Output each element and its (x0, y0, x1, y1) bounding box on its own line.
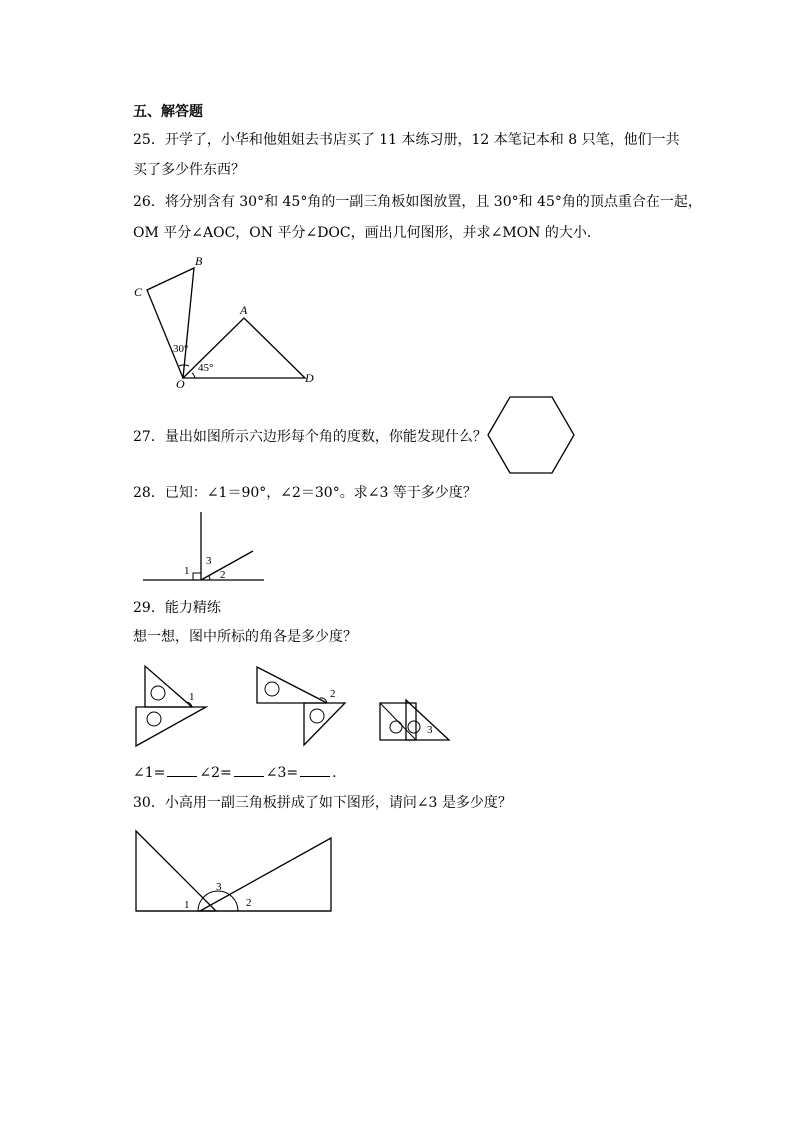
q29-label-2: 2 (330, 688, 336, 700)
q29-label-1: 1 (189, 691, 195, 703)
q25-line1: 25．开学了，小华和他姐姐去书店买了 11 本练习册，12 本笔记本和 8 只笔，他们一共 (133, 132, 680, 148)
q29-answer-1-label: ∠1= (133, 765, 166, 781)
q30-label-1: 1 (184, 899, 190, 911)
q26-angle-30: 30° (173, 343, 189, 355)
q26-label-a: A (240, 303, 248, 317)
q26-label-b: B (195, 254, 203, 268)
q29-answer-3-label: ∠3= (265, 765, 299, 781)
q30-label-3: 3 (216, 881, 222, 893)
q27-text: 27．量出如图所示六边形每个角的度数，你能发现什么？ (133, 429, 487, 445)
q26-label-c: C (134, 285, 143, 299)
q30-text: 30．小高用一副三角板拼成了如下图形，请问∠3 是多少度？ (133, 795, 512, 811)
q28-label-1: 1 (184, 565, 190, 577)
q26-angle-45: 45° (198, 362, 214, 374)
q29-label-3: 3 (427, 724, 433, 736)
q29-answer-end: . (332, 765, 337, 781)
q29-answer-2-label: ∠2= (199, 765, 232, 781)
q29-prompt: 想一想，图中所标的角各是多少度？ (133, 629, 357, 645)
q26-line1: 26．将分别含有 30°和 45°角的一副三角板如图放置，且 30°和 45°角的顶点重合在一起， (133, 194, 702, 210)
q28-label-3: 3 (206, 555, 212, 567)
q26-line2: OM 平分∠AOC，ON 平分∠DOC，画出几何图形，并求∠MON 的大小． (133, 225, 601, 241)
q30-label-2: 2 (246, 897, 252, 909)
q25-line2: 买了多少件东西？ (133, 162, 245, 178)
q28-label-2: 2 (220, 569, 226, 581)
q26-label-o: O (176, 377, 185, 391)
section-title: 五、解答题 (133, 104, 203, 120)
q29-title: 29．能力精练 (133, 600, 221, 616)
q28-text: 28．已知：∠1＝90°，∠2＝30°。求∠3 等于多少度？ (133, 485, 477, 501)
q26-label-d: D (305, 371, 314, 385)
